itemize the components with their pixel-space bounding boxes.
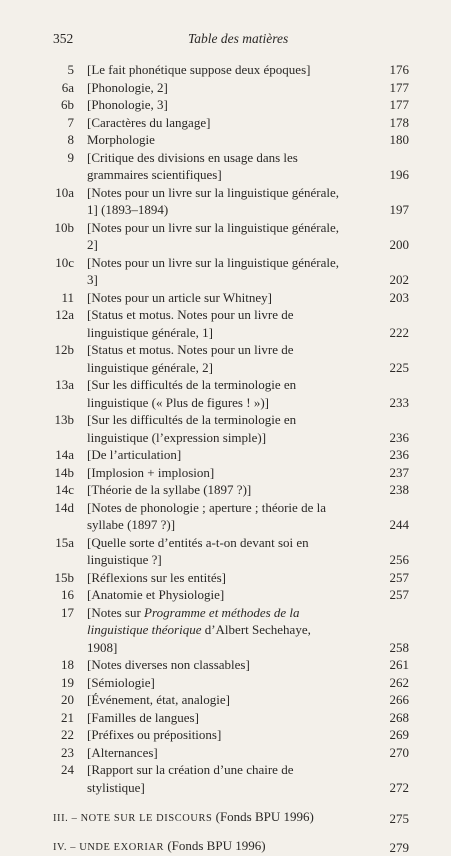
entry-page: 237	[390, 464, 410, 482]
toc-entry	[0, 534, 451, 569]
section-entry	[0, 808, 451, 828]
entry-title: [Phonologie, 2]	[87, 79, 344, 97]
entry-number: 19	[40, 674, 74, 692]
entry-number: 23	[40, 744, 74, 762]
entry-number: 10c	[40, 254, 74, 272]
toc-entry	[0, 744, 451, 762]
entry-number: 16	[40, 586, 74, 604]
entry-title: [Implosion + implosion]	[87, 464, 344, 482]
toc-entry	[0, 341, 451, 376]
toc-entry	[0, 481, 451, 499]
entry-page: 257	[390, 586, 410, 604]
entry-page: 269	[390, 726, 410, 744]
entry-page: 236	[390, 429, 410, 447]
entry-number: 20	[40, 691, 74, 709]
entry-number: 8	[40, 131, 74, 149]
entry-number: 15b	[40, 569, 74, 587]
entry-number: 21	[40, 709, 74, 727]
toc-entry	[0, 586, 451, 604]
entry-title: [Phonologie, 3]	[87, 96, 344, 114]
entry-number: 18	[40, 656, 74, 674]
toc-entry	[0, 569, 451, 587]
entry-title: Morphologie	[87, 131, 344, 149]
toc-entry	[0, 306, 451, 341]
entry-number: 14a	[40, 446, 74, 464]
toc-entry	[0, 411, 451, 446]
entry-number: 14b	[40, 464, 74, 482]
entry-page: 196	[390, 166, 410, 184]
entry-title: [Le fait phonétique suppose deux époques]	[87, 61, 344, 79]
toc-entry	[0, 604, 451, 657]
entry-page: 257	[390, 569, 410, 587]
entry-number: 6a	[40, 79, 74, 97]
toc-entry	[0, 656, 451, 674]
running-title: Table des matières	[188, 31, 288, 47]
section-page: 279	[390, 839, 410, 856]
entry-number: 9	[40, 149, 74, 167]
entry-number: 5	[40, 61, 74, 79]
entry-page: 270	[390, 744, 410, 762]
entry-page: 197	[390, 201, 410, 219]
page-number: 352	[53, 31, 73, 47]
toc-entry	[0, 79, 451, 97]
entry-page: 256	[390, 551, 410, 569]
entry-number: 12a	[40, 306, 74, 324]
entry-title: [Sémiologie]	[87, 674, 344, 692]
entry-number: 10a	[40, 184, 74, 202]
entry-page: 180	[390, 131, 410, 149]
entry-title: [Quelle sorte d’entités a-t-on devant soi en linguistique ?]	[87, 534, 344, 569]
entry-page: 176	[390, 61, 410, 79]
entry-page: 200	[390, 236, 410, 254]
section-page: 275	[390, 810, 410, 828]
entry-number: 10b	[40, 219, 74, 237]
toc-entry	[0, 674, 451, 692]
entry-title: [Caractères du langage]	[87, 114, 344, 132]
entry-page: 222	[390, 324, 410, 342]
entry-number: 17	[40, 604, 74, 622]
entry-title: [Notes pour un livre sur la linguistique générale, 3]	[87, 254, 344, 289]
entry-title: [Notes pour un article sur Whitney]	[87, 289, 344, 307]
entry-page: 233	[390, 394, 410, 412]
entry-title: [Sur les difficultés de la terminologie en linguistique (« Plus de figures ! »)]	[87, 376, 344, 411]
entry-page: 202	[390, 271, 410, 289]
entry-title: [Rapport sur la création d’une chaire de stylistique]	[87, 761, 344, 796]
section-entry	[0, 837, 451, 856]
entry-page: 236	[390, 446, 410, 464]
entry-title: [Sur les difficultés de la terminologie en linguistique (l’expression simple)]	[87, 411, 344, 446]
entry-title: [Réflexions sur les entités]	[87, 569, 344, 587]
toc-entry	[0, 289, 451, 307]
section-source: (Fonds BPU 1996)	[212, 809, 314, 824]
entry-title: [Notes diverses non classables]	[87, 656, 344, 674]
entry-number: 7	[40, 114, 74, 132]
toc-entry	[0, 446, 451, 464]
entry-number: 11	[40, 289, 74, 307]
entry-title: [Critique des divisions en usage dans les grammaires scientifiques]	[87, 149, 344, 184]
entry-page: 262	[390, 674, 410, 692]
entry-page: 266	[390, 691, 410, 709]
entry-number: 13b	[40, 411, 74, 429]
toc-entry	[0, 761, 451, 796]
toc-entry	[0, 131, 451, 149]
entry-title: [Théorie de la syllabe (1897 ?)]	[87, 481, 344, 499]
entry-page: 272	[390, 779, 410, 797]
toc-entry	[0, 149, 451, 184]
toc-entry	[0, 499, 451, 534]
entry-number: 14d	[40, 499, 74, 517]
entry-title: [Alternances]	[87, 744, 344, 762]
entry-title: [Événement, état, analogie]	[87, 691, 344, 709]
section-label: IV. – UNDE EXORIAR	[53, 842, 164, 853]
entry-number: 15a	[40, 534, 74, 552]
entry-title: [Notes pour un livre sur la linguistique générale, 2]	[87, 219, 344, 254]
toc-entry	[0, 184, 451, 219]
entry-title	[87, 604, 344, 657]
entry-number: 24	[40, 761, 74, 779]
entry-page: 244	[390, 516, 410, 534]
entry-page: 177	[390, 96, 410, 114]
toc-entry	[0, 709, 451, 727]
entry-number: 6b	[40, 96, 74, 114]
section-label: III. – NOTE SUR LE DISCOURS	[53, 813, 212, 824]
entry-title: [Status et motus. Notes pour un livre de linguistique générale, 2]	[87, 341, 344, 376]
entry-number: 22	[40, 726, 74, 744]
entry-title: [Anatomie et Physiologie]	[87, 586, 344, 604]
entry-title: [Familles de langues]	[87, 709, 344, 727]
entry-page: 178	[390, 114, 410, 132]
toc-entry	[0, 691, 451, 709]
entry-title: [De l’articulation]	[87, 446, 344, 464]
toc-entry	[0, 464, 451, 482]
entry-title-end: d’Albert Sechehaye, 1908]	[87, 622, 311, 655]
entry-title: [Notes de phonologie ; aperture ; théorie de la syllabe (1897 ?)]	[87, 499, 344, 534]
toc-entry	[0, 376, 451, 411]
section-source: (Fonds BPU 1996)	[164, 838, 266, 853]
toc-entry	[0, 61, 451, 79]
toc-entry	[0, 726, 451, 744]
entry-title: [Notes pour un livre sur la linguistique générale, 1] (1893–1894)	[87, 184, 344, 219]
entry-number: 14c	[40, 481, 74, 499]
toc-entry	[0, 254, 451, 289]
entry-title-italic: Programme et méthodes de la linguistique théorique	[87, 605, 300, 638]
entry-page: 258	[390, 639, 410, 657]
table-of-contents	[0, 61, 451, 856]
entry-page: 261	[390, 656, 410, 674]
entry-page: 238	[390, 481, 410, 499]
entry-title-start: [Notes sur	[87, 605, 144, 620]
entry-page: 177	[390, 79, 410, 97]
toc-entry	[0, 114, 451, 132]
toc-entry	[0, 219, 451, 254]
entry-title: [Préfixes ou prépositions]	[87, 726, 344, 744]
toc-entry	[0, 96, 451, 114]
entry-page: 225	[390, 359, 410, 377]
entry-number: 13a	[40, 376, 74, 394]
entry-page: 203	[390, 289, 410, 307]
entry-number: 12b	[40, 341, 74, 359]
entry-title: [Status et motus. Notes pour un livre de linguistique générale, 1]	[87, 306, 344, 341]
entry-page: 268	[390, 709, 410, 727]
